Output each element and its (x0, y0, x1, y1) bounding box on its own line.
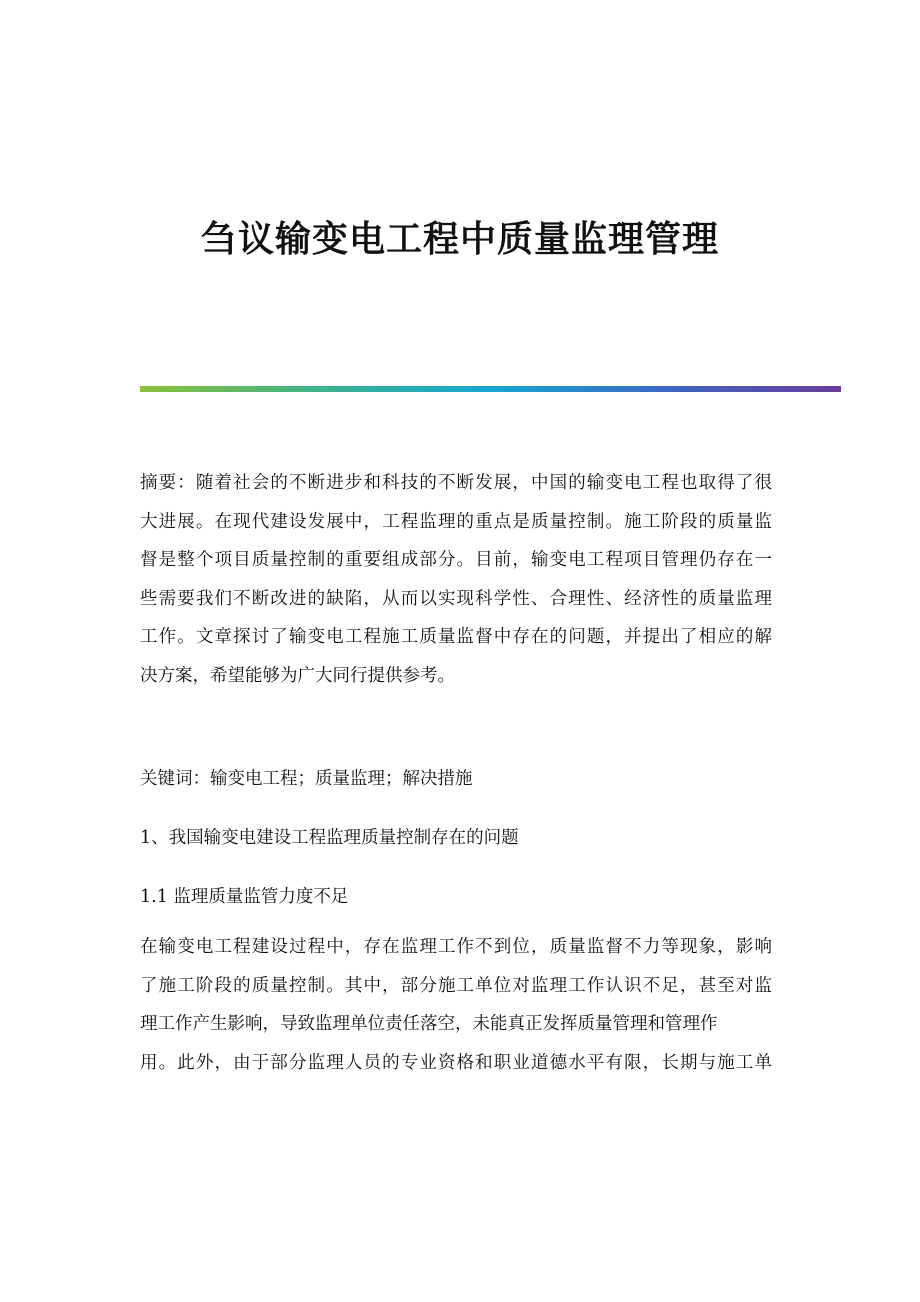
abstract-line: 摘要：随着社会的不断进步和科技的不断发展，中国的输变电工程也取得了很 (140, 473, 772, 493)
title-divider (140, 386, 841, 392)
abstract (140, 464, 772, 695)
abstract-line: 工作。文章探讨了输变电工程施工质量监督中存在的问题，并提出了相应的解 (140, 627, 772, 647)
abstract-line: 些需要我们不断改进的缺陷，从而以实现科学性、合理性、经济性的质量监理 (140, 588, 772, 609)
paragraph-line: 在输变电工程建设过程中，存在监理工作不到位，质量监督不力等现象，影响 (140, 937, 772, 957)
keywords-text: 关键词：输变电工程；质量监理；解决措施 (140, 769, 473, 789)
section-1-heading: 1、我国输变电建设工程监理质量控制存在的问题 (140, 828, 519, 848)
abstract-line: 督是整个项目质量控制的重要组成部分。目前，输变电工程项目管理仍存在一 (140, 550, 772, 570)
paragraph-line: 理工作产生影响，导致监理单位责任落空，未能真正发挥质量管理和管理作 (140, 1014, 718, 1034)
abstract-line: 决方案，希望能够为广大同行提供参考。 (140, 665, 455, 686)
subsection-heading (140, 878, 772, 917)
section-heading (140, 819, 772, 858)
body-paragraph (140, 928, 772, 1082)
paragraph-line: 了施工阶段的质量控制。其中，部分施工单位对监理工作认识不足，甚至对监 (140, 975, 772, 996)
section-1-1-heading: 1.1 监理质量监管力度不足 (140, 887, 349, 907)
paragraph-line: 用。此外，由于部分监理人员的专业资格和职业道德水平有限，长期与施工单 (140, 1052, 772, 1073)
keywords (140, 760, 772, 799)
abstract-line: 大进展。在现代建设发展中，工程监理的重点是质量控制。施工阶段的质量监 (140, 511, 772, 532)
document-title: 刍议输变电工程中质量监理管理 (200, 219, 719, 260)
